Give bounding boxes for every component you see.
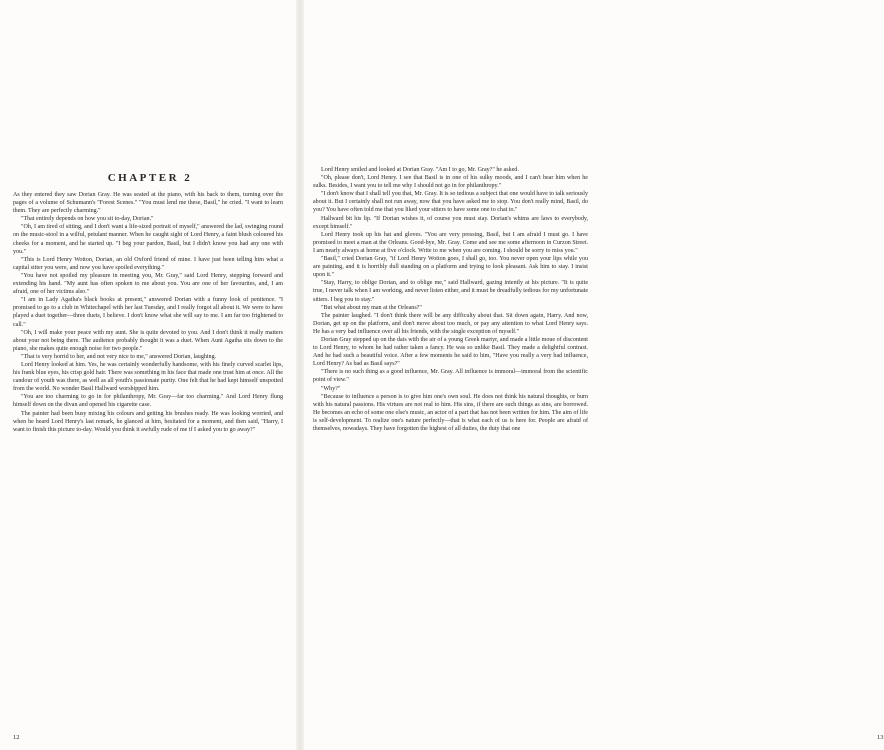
paragraph: "That entirely depends on how you sit to-day, Dorian." <box>21 216 154 223</box>
paragraph: Dorian Gray stepped up on the dais with the air of a young Greek martyr, and made a little moue of discontent to Lord Henry, to whom he had rather taken a fancy. He was so unlike Basil. They made a delightful contrast. And he had such a beautiful voice. After a few moments he said to him, "Have you really a very bad influence, Lord Henry? As bad as Basil says?" <box>313 336 588 368</box>
chapter-heading: CHAPTER 2 <box>107 172 193 184</box>
paragraph: The painter laughed. "I don't think there will be any difficulty about that. Sit down again, Harry. And now, Dorian, get up on the platform, and don't move about too much, or pay any attention to what Lord Henry says. He has a very bad influence over all his friends, with the single exception of myself." <box>313 312 588 335</box>
paragraph: As they entered they saw Dorian Gray. He was seated at the piano, with his back to them, turning over the pages of a volume of Schumann's "Forest Scenes." "You must lend me these, Basil," he cried. "I want to learn them. They are perfectly charming." <box>13 192 283 215</box>
paragraph: "Oh, I am tired of sitting, and I don't want a life-sized portrait of myself," answered the lad, swinging round on the music-stool in a wilful, petulant manner. When he caught sight of Lord Henry, a faint blush coloured his cheeks for a moment, and he started up. "I beg your pardon, Basil, but I didn't know you had any one with you." <box>13 224 283 255</box>
paragraph: "You are too charming to go in for philanthropy, Mr. Gray—far too charming." And Lord Henry flung himself down on the divan and opened his cigarette case. <box>13 394 283 409</box>
paragraph: The painter had been busy mixing his colours and getting his brushes ready. He was looking worried, and when he heard Lord Henry's last remark, he glanced at him, hesitated for a moment, and then said, "Harry, I want to finish this picture to-day. Would you think it awfully rude of me if I asked you to go away?" <box>13 410 283 433</box>
paragraph: "Stay, Harry, to oblige Dorian, and to oblige me," said Hallward, gazing intently at his picture. "It is quite true, I never talk when I am working, and never listen either, and it must be dreadfully tedious for my unfortunate sitters. I beg you to stay." <box>313 280 588 303</box>
paragraph: "Basil," cried Dorian Gray, "if Lord Henry Wotton goes, I shall go, too. You never open your lips while you are painting, and it is horribly dull standing on a platform and trying to look pleasant. Ask him to stay. I insist upon it." <box>313 256 588 279</box>
paragraph: "There is no such thing as a good influence, Mr. Gray. All influence is immoral—immoral from the scientific point of view." <box>313 369 588 384</box>
paragraph: "Oh, I will make your peace with my aunt. She is quite devoted to you. And I don't think it really matters about your not being there. The audience probably thought it was a duet. When Aunt Agatha sits down to the piano, she makes quite enough noise for two people." <box>13 329 283 352</box>
right-page-text <box>313 166 588 433</box>
paragraph: "I don't know that I shall tell you that, Mr. Gray. It is so tedious a subject that one would have to talk seriously about it. But I certainly shall not run away, now that you have asked me to stop. You don't really mind, Basil, do you? You have often told me that you liked your sitters to have some one to chat to." <box>313 191 588 214</box>
paragraph: "That is very horrid to her, and not very nice to me," answered Dorian, laughing. <box>21 353 217 360</box>
paragraph: Hallward bit his lip. "If Dorian wishes it, of course you must stay. Dorian's whims are laws to everybody, except himself." <box>313 215 588 230</box>
paragraph: "I am in Lady Agatha's black books at present," answered Dorian with a funny look of penitence. "I promised to go to a club in Whitechapel with her last Tuesday, and I really forgot all about it. We were to have played a duet together—three duets, I believe. I don't know what she will say to me. I am far too frightened to call." <box>13 297 283 328</box>
left-page <box>0 0 300 750</box>
paragraph: Lord Henry smiled and looked at Dorian Gray. "Am I to go, Mr. Gray?" he asked. <box>321 167 519 173</box>
paragraph: "Oh, please don't, Lord Henry. I see that Basil is in one of his sulky moods, and I can't bear him when he sulks. Besides, I want you to tell me why I should not go in for philanthropy." <box>313 175 588 190</box>
paragraph: "This is Lord Henry Wotton, Dorian, an old Oxford friend of mine. I have just been telling him what a capital sitter you were, and now you have spoiled everything." <box>13 256 283 271</box>
paragraph: "But what about my man at the Orleans?" <box>321 304 422 311</box>
paragraph: "Because to influence a person is to give him one's own soul. He does not think his natural thoughts, or burn with his natural passions. His virtues are not real to him. His sins, if there are such things as sins, are borrowed. He becomes an echo of some one else's music, an actor of a part that has not been written for him. The aim of life is self-development. To realize one's nature perfectly—that is what each of us is here for. People are afraid of themselves, nowadays. They have forgotten the highest of all duties, the duty that one <box>313 393 588 432</box>
paragraph: "Why?" <box>321 385 341 392</box>
left-page-text <box>13 191 283 434</box>
paragraph: "You have not spoiled my pleasure in meeting you, Mr. Gray," said Lord Henry, stepping forward and extending his hand. "My aunt has often spoken to me about you. You are one of her favourites, and, I am afraid, one of her victims also." <box>13 272 283 296</box>
page-number-left: 12 <box>13 734 20 741</box>
paragraph: Lord Henry looked at him. Yes, he was certainly wonderfully handsome, with his finely curved scarlet lips, his frank blue eyes, his crisp gold hair. There was something in his face that made one trust him at once. All the candour of youth was there, as well as all youth's passionate purity. One felt that he had kept himself unspotted from the world. No wonder Basil Hallward worshipped him. <box>13 361 283 393</box>
paragraph: Lord Henry took up his hat and gloves. "You are very pressing, Basil, but I am afraid I must go. I have promised to meet a man at the Orleans. Good-bye, Mr. Gray. Come and see me some afternoon in Curzon Street. I am nearly always at home at five o'clock. Write to me when you are coming. I should be sorry to miss you." <box>313 231 588 254</box>
page-number-right: 13 <box>877 734 884 741</box>
